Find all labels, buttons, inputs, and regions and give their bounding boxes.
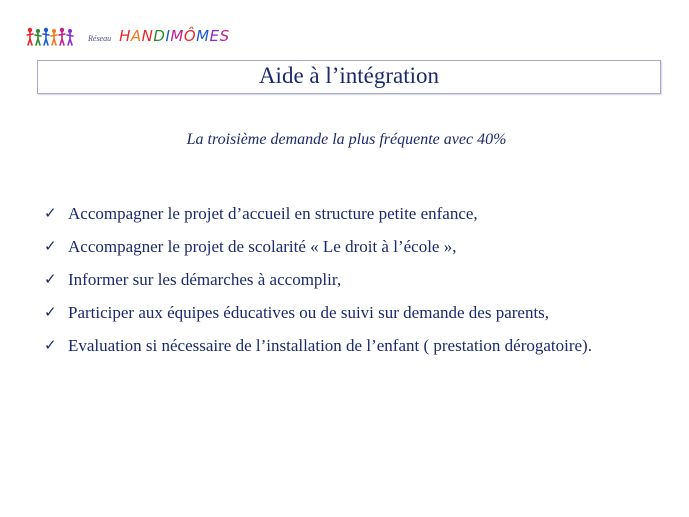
logo-letter: I (165, 27, 171, 45)
slide-title: Aide à l’intégration (258, 63, 440, 88)
bullet-text: Informer sur les démarches à accomplir, (68, 270, 342, 289)
bullet-text: Accompagner le projet de scolarité « Le droit à l’école », (68, 237, 457, 256)
logo-letter: M (196, 27, 210, 45)
logo-letter: Ô (183, 27, 197, 45)
bullet-text: Accompagner le projet d’accueil en structure petite enfance, (68, 204, 478, 223)
bullet-text: Evaluation si nécessaire de l’installation de l’enfant ( prestation dérogatoire). (68, 336, 592, 355)
bullet-text: Participer aux équipes éducatives ou de suivi sur demande des parents, (68, 303, 550, 322)
logo-reseau-label: Réseau (88, 33, 112, 43)
logo-letter: S (219, 27, 230, 45)
slide-subtitle: La troisième demande la plus fréquente avec 40% (186, 131, 507, 148)
bullet-item (44, 298, 644, 327)
bullet-item (44, 232, 644, 261)
logo-letter: A (130, 27, 142, 45)
logo-letter: N (141, 27, 154, 45)
bullet-item (44, 199, 644, 228)
network-logo (26, 24, 230, 48)
logo-letter: D (153, 27, 166, 45)
children-figures-icon (26, 25, 76, 47)
logo-handimomes-wordmark (119, 27, 230, 45)
checkmark-icon: ✓ (44, 270, 57, 288)
bullet-list (44, 199, 644, 364)
checkmark-icon: ✓ (44, 204, 57, 222)
bullet-item (44, 265, 644, 294)
logo-letter: M (170, 27, 184, 45)
title-box (37, 60, 661, 94)
logo-letter: H (119, 27, 131, 45)
checkmark-icon: ✓ (44, 336, 57, 354)
checkmark-icon: ✓ (44, 237, 57, 255)
logo-letter: E (209, 27, 220, 45)
bullet-item (44, 331, 644, 360)
checkmark-icon: ✓ (44, 303, 57, 321)
